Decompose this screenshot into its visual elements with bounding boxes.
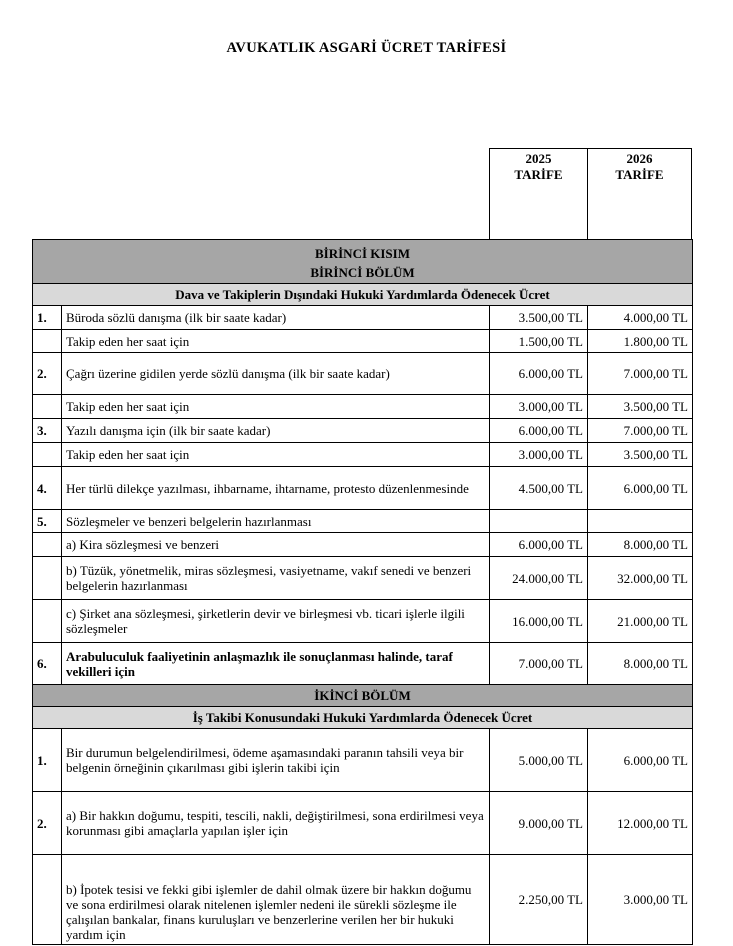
table-row	[33, 330, 693, 353]
table-row	[33, 600, 693, 643]
table-row	[33, 419, 693, 443]
row-description: Çağrı üzerine gidilen yerde sözlü danışma (ilk bir saate kadar)	[62, 353, 490, 395]
row-number: 5.	[33, 510, 62, 533]
table-row	[33, 467, 693, 510]
part1-heading-row	[33, 240, 693, 284]
table-row	[33, 306, 693, 330]
part2-heading-row	[33, 685, 693, 707]
row-value-2026: 3.500,00 TL	[588, 395, 693, 419]
row-description: a) Bir hakkın doğumu, tespiti, tescili, nakli, değiştirilmesi, sona erdirilmesi veya korunması gibi amaçlarla yapılan işler için	[62, 792, 490, 855]
row-value-2026: 21.000,00 TL	[588, 600, 693, 643]
part2-bolum-heading: İKİNCİ BÖLÜM	[33, 685, 693, 707]
table-row	[33, 557, 693, 600]
row-value-2026: 8.000,00 TL	[588, 643, 693, 685]
column-header-2026-year: 2026	[626, 151, 653, 166]
part2-subtitle: İş Takibi Konusundaki Hukuki Yardımlarda Ödenecek Ücret	[33, 707, 693, 729]
part1-subtitle-row	[33, 284, 693, 306]
part2-subtitle-row	[33, 707, 693, 729]
row-value-2025: 1.500,00 TL	[490, 330, 588, 353]
row-value-2026: 12.000,00 TL	[588, 792, 693, 855]
row-description: Takip eden her saat için	[62, 330, 490, 353]
page-title: AVUKATLIK ASGARİ ÜCRET TARİFESİ	[226, 40, 507, 56]
table-row	[33, 792, 693, 855]
row-number: 2.	[33, 353, 62, 395]
row-value-2026: 6.000,00 TL	[588, 467, 693, 510]
row-number	[33, 855, 62, 945]
row-value-2026: 32.000,00 TL	[588, 557, 693, 600]
row-value-2025: 3.000,00 TL	[490, 395, 588, 419]
row-description: b) Tüzük, yönetmelik, miras sözleşmesi, vasiyetname, vakıf senedi ve benzeri belgelerin hazırlanması	[62, 557, 490, 600]
row-value-2025: 6.000,00 TL	[490, 533, 588, 557]
row-value-2026: 6.000,00 TL	[588, 729, 693, 792]
row-value-2025: 6.000,00 TL	[490, 353, 588, 395]
row-number	[33, 443, 62, 467]
row-number	[33, 557, 62, 600]
row-description: Takip eden her saat için	[62, 395, 490, 419]
row-value-2025: 7.000,00 TL	[490, 643, 588, 685]
row-description: c) Şirket ana sözleşmesi, şirketlerin devir ve birleşmesi vb. ticari işlerle ilgili sözleşmeler	[62, 600, 490, 643]
row-description: a) Kira sözleşmesi ve benzeri	[62, 533, 490, 557]
row-description: b) İpotek tesisi ve fekki gibi işlemler de dahil olmak üzere bir hakkın doğumu ve sona erdirilmesi olarak nitelenen işlemler nedeni ile sürekli sözleşme ile çalışılan bankalar, finans kuruluşları ve benzerlerine verilen her bir hukuki yardım için	[62, 855, 490, 945]
row-number	[33, 330, 62, 353]
row-value-2025: 3.000,00 TL	[490, 443, 588, 467]
row-value-2026: 4.000,00 TL	[588, 306, 693, 330]
column-header-2025	[489, 148, 588, 240]
row-value-2025: 16.000,00 TL	[490, 600, 588, 643]
table-row	[33, 643, 693, 685]
row-description: Takip eden her saat için	[62, 443, 490, 467]
row-value-2025: 3.500,00 TL	[490, 306, 588, 330]
row-value-2025: 2.250,00 TL	[490, 855, 588, 945]
row-value-2025	[490, 510, 588, 533]
row-value-2026: 8.000,00 TL	[588, 533, 693, 557]
table-row	[33, 443, 693, 467]
table-row	[33, 353, 693, 395]
part1-bolum-heading: BİRİNCİ BÖLÜM	[310, 264, 415, 280]
row-value-2026: 3.000,00 TL	[588, 855, 693, 945]
table-row	[33, 510, 693, 533]
row-value-2026	[588, 510, 693, 533]
row-description: Sözleşmeler ve benzeri belgelerin hazırlanması	[62, 510, 490, 533]
row-value-2026: 3.500,00 TL	[588, 443, 693, 467]
row-number	[33, 600, 62, 643]
row-number	[33, 395, 62, 419]
row-description: Her türlü dilekçe yazılması, ihbarname, ihtarname, protesto düzenlenmesinde	[62, 467, 490, 510]
row-number: 4.	[33, 467, 62, 510]
row-number: 6.	[33, 643, 62, 685]
table-row	[33, 855, 693, 945]
row-value-2025: 24.000,00 TL	[490, 557, 588, 600]
table-row	[33, 729, 693, 792]
row-value-2025: 9.000,00 TL	[490, 792, 588, 855]
row-number: 1.	[33, 306, 62, 330]
column-header-2026-label: TARİFE	[615, 167, 664, 182]
tariff-table	[32, 239, 693, 945]
row-description: Arabuluculuk faaliyetinin anlaşmazlık ile sonuçlanması halinde, taraf vekilleri için	[62, 643, 490, 685]
row-description: Bir durumun belgelendirilmesi, ödeme aşamasındaki paranın tahsili veya bir belgenin örneğinin çıkarılması gibi işlerin takibi için	[62, 729, 490, 792]
row-description: Büroda sözlü danışma (ilk bir saate kadar)	[62, 306, 490, 330]
row-value-2026: 7.000,00 TL	[588, 419, 693, 443]
row-value-2025: 5.000,00 TL	[490, 729, 588, 792]
table-row	[33, 533, 693, 557]
row-value-2026: 7.000,00 TL	[588, 353, 693, 395]
row-number	[33, 533, 62, 557]
row-value-2025: 4.500,00 TL	[490, 467, 588, 510]
column-header-2026	[587, 148, 692, 240]
row-value-2026: 1.800,00 TL	[588, 330, 693, 353]
row-number: 2.	[33, 792, 62, 855]
row-value-2025: 6.000,00 TL	[490, 419, 588, 443]
column-header-2025-label: TARİFE	[514, 167, 563, 182]
table-row	[33, 395, 693, 419]
column-header-2025-year: 2025	[525, 151, 552, 166]
row-number: 1.	[33, 729, 62, 792]
part1-kisim-heading: BİRİNCİ KISIM	[315, 245, 410, 261]
row-number: 3.	[33, 419, 62, 443]
part1-subtitle: Dava ve Takiplerin Dışındaki Hukuki Yardımlarda Ödenecek Ücret	[33, 284, 693, 306]
row-description: Yazılı danışma için (ilk bir saate kadar)	[62, 419, 490, 443]
